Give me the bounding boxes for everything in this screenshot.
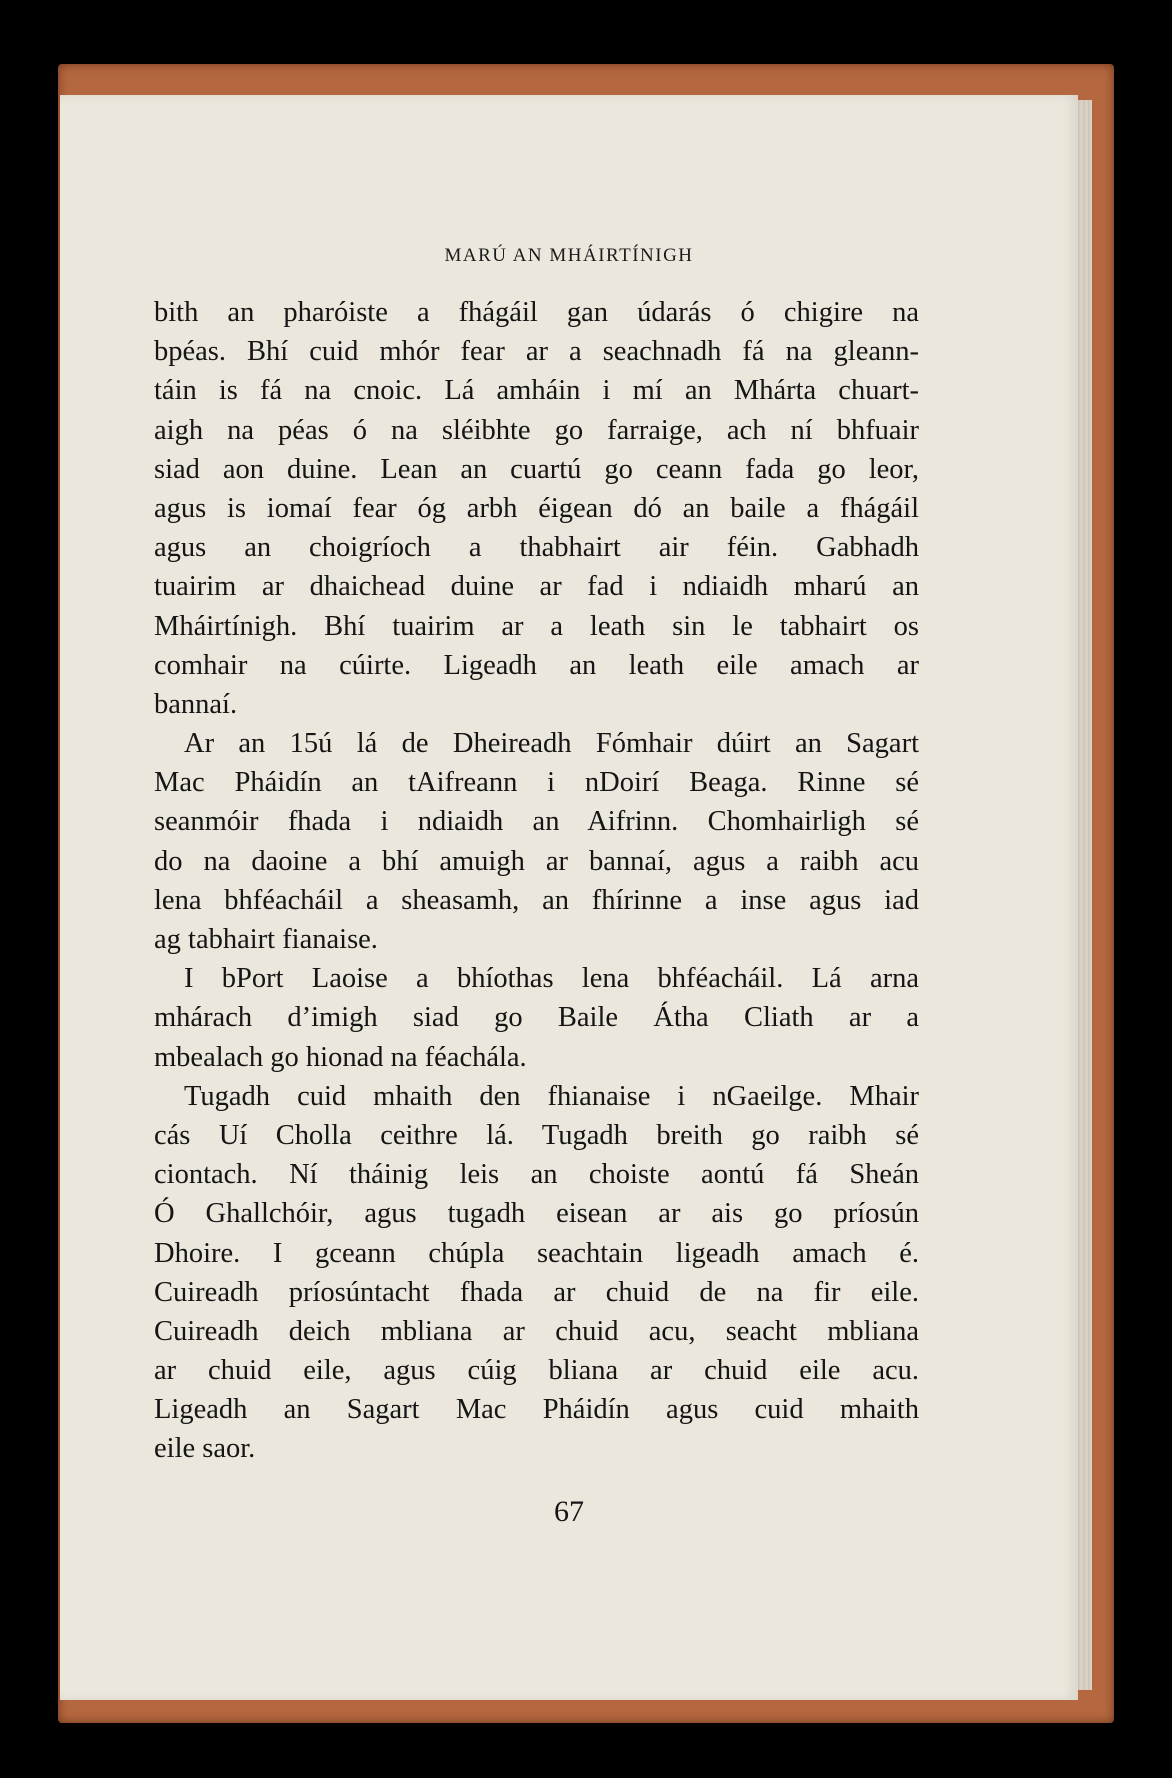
page-number: 67 bbox=[554, 1495, 584, 1528]
text-line: mbealach go hionad na féachála. bbox=[154, 1041, 527, 1073]
text-line: ar chuid eile, agus cúig bliana ar chuid eile acu. bbox=[154, 1355, 919, 1387]
text-line: Ar an 15ú lá de Dheireadh Fómhair dúirt an Sagart bbox=[184, 728, 919, 760]
book-page bbox=[60, 95, 1078, 1700]
text-line: bpéas. Bhí cuid mhór fear ar a seachnadh fá na gleann- bbox=[154, 336, 919, 368]
text-line: do na daoine a bhí amuigh ar bannaí, agus a raibh acu bbox=[154, 845, 919, 877]
text-line: agus is iomaí fear óg arbh éigean dó an baile a fhágáil bbox=[154, 492, 919, 524]
text-line: agus an choigríoch a thabhairt air féin. Gabhadh bbox=[154, 532, 919, 564]
text-line: bannaí. bbox=[154, 688, 238, 720]
text-line: comhair na cúirte. Ligeadh an leath eile amach ar bbox=[154, 649, 919, 681]
text-line: ag tabhairt fianaise. bbox=[154, 924, 378, 955]
text-line: Ó Ghallchóir, agus tugadh eisean ar ais go príosún bbox=[154, 1198, 919, 1230]
text-line: ciontach. Ní tháinig leis an choiste aontú fá Sheán bbox=[154, 1159, 919, 1191]
text-line: siad aon duine. Lean an cuartú go ceann fada go leor, bbox=[154, 453, 919, 485]
text-line: bith an pharóiste a fhágáil gan údarás ó chigire na bbox=[154, 297, 919, 328]
running-head: MARÚ AN MHÁIRTÍNIGH bbox=[444, 245, 694, 266]
text-line: Dhoire. I gceann chúpla seachtain ligeadh amach é. bbox=[154, 1237, 919, 1269]
text-line: táin is fá na cnoic. Lá amháin i mí an Mhárta chuart- bbox=[154, 375, 919, 407]
text-line: I bPort Laoise a bhíothas lena bhféacháil. Lá arna bbox=[184, 963, 919, 995]
text-line: Cuireadh deich mbliana ar chuid acu, seacht mbliana bbox=[154, 1315, 919, 1347]
text-line: Mac Pháidín an tAifreann i nDoirí Beaga. Rinne sé bbox=[154, 767, 919, 799]
text-line: Tugadh cuid mhaith den fhianaise i nGaeilge. Mhair bbox=[184, 1080, 919, 1112]
text-line: Mháirtínigh. Bhí tuairim ar a leath sin le tabhairt os bbox=[154, 610, 919, 642]
text-line: Ligeadh an Sagart Mac Pháidín agus cuid mhaith bbox=[154, 1394, 919, 1426]
body-text bbox=[154, 293, 919, 1469]
text-line: lena bhféacháil a sheasamh, an fhírinne a inse agus iad bbox=[154, 884, 919, 916]
text-line: eile saor. bbox=[154, 1433, 256, 1465]
text-line: Cuireadh príosúntacht fhada ar chuid de na fir eile. bbox=[154, 1276, 919, 1308]
text-line: seanmóir fhada i ndiaidh an Aifrinn. Chomhairligh sé bbox=[154, 806, 919, 838]
text-line: aigh na péas ó na sléibhte go farraige, ach ní bhfuair bbox=[154, 414, 919, 446]
text-line: mhárach d’imigh siad go Baile Átha Cliath ar a bbox=[154, 1002, 919, 1034]
text-line: cás Uí Cholla ceithre lá. Tugadh breith go raibh sé bbox=[154, 1119, 919, 1151]
text-line: tuairim ar dhaichead duine ar fad i ndiaidh mharú an bbox=[154, 571, 919, 603]
